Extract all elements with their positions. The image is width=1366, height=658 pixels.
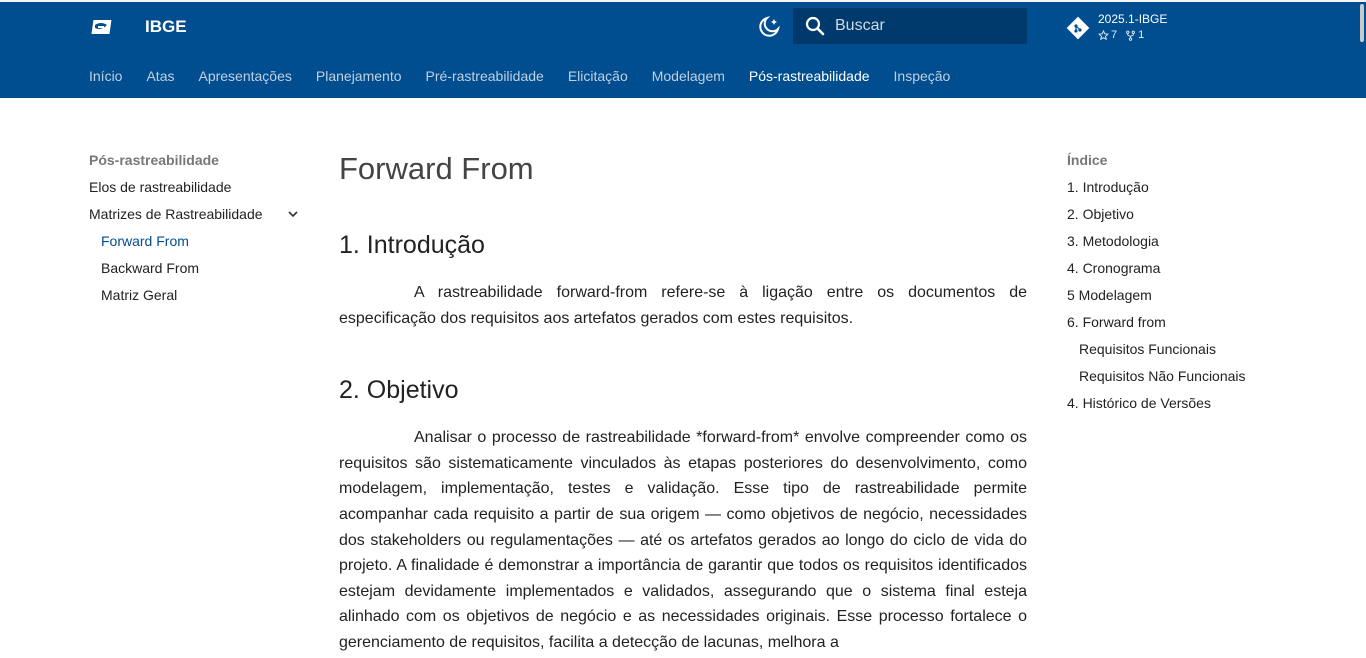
main-content: [339, 150, 1027, 656]
repo-name: 2025.1-IBGE: [1098, 12, 1168, 26]
repo-forks: [1125, 29, 1144, 41]
tab-atas[interactable]: Atas: [146, 68, 175, 84]
tab-elicitacao[interactable]: Elicitação: [567, 68, 628, 84]
top-header: [0, 0, 1366, 98]
repo-forks-count: 1: [1138, 29, 1145, 41]
fork-icon: [1125, 30, 1136, 41]
repo-facts: [1098, 29, 1144, 41]
ibge-logo-icon[interactable]: [89, 16, 113, 38]
nav-item-matrizes-label: Matrizes de Rastreabilidade: [89, 206, 263, 222]
tab-pos-rastreabilidade[interactable]: Pós-rastreabilidade: [748, 68, 870, 84]
toc-item-forward-from[interactable]: 6. Forward from: [1067, 314, 1166, 330]
toc-title: Índice: [1067, 152, 1108, 168]
table-of-contents: [1067, 150, 1307, 420]
chevron-down-icon[interactable]: [286, 207, 300, 221]
repo-stars-count: 7: [1111, 29, 1118, 41]
search-icon: [805, 16, 825, 36]
toc-item-modelagem[interactable]: 5 Modelagem: [1067, 287, 1152, 303]
search-box[interactable]: [793, 8, 1027, 44]
git-icon: [1066, 16, 1090, 40]
star-icon: [1098, 30, 1109, 41]
tab-apresentacoes[interactable]: Apresentações: [198, 68, 292, 84]
tab-inicio[interactable]: Início: [89, 68, 123, 84]
section-heading-objetivo: 2. Objetivo: [339, 376, 459, 405]
search-input[interactable]: [835, 8, 1021, 44]
site-title[interactable]: IBGE: [145, 17, 187, 36]
repo-stars: [1098, 29, 1117, 41]
theme-toggle-icon[interactable]: [756, 14, 782, 40]
toc-item-requisitos-nao-funcionais[interactable]: Requisitos Não Funcionais: [1079, 368, 1246, 384]
tab-modelagem[interactable]: Modelagem: [651, 68, 725, 84]
scrollbar[interactable]: [1360, 4, 1364, 42]
nav-item-matriz-geral[interactable]: Matriz Geral: [101, 287, 178, 303]
nav-section-title: Pós-rastreabilidade: [89, 152, 219, 168]
section-text-introducao: A rastreabilidade forward-from refere-se à ligação entre os documentos de especificação dos requisitos aos artefatos gerados com estes requisitos.: [339, 284, 1027, 327]
toc-item-metodologia[interactable]: 3. Metodologia: [1067, 233, 1159, 249]
left-navigation: [89, 150, 304, 312]
nav-item-matrizes[interactable]: [89, 204, 304, 231]
tab-planejamento[interactable]: Planejamento: [315, 68, 402, 84]
nav-item-backward-from[interactable]: Backward From: [101, 260, 200, 276]
nav-item-elos[interactable]: Elos de rastreabilidade: [89, 179, 232, 195]
toc-item-cronograma[interactable]: 4. Cronograma: [1067, 260, 1161, 276]
toc-item-historico[interactable]: 4. Histórico de Versões: [1067, 395, 1211, 411]
section-text-objetivo: Analisar o processo de rastreabilidade *forward-from* envolve compreender como os requisitos são sistematicamente vinculados às etapas posteriores do desenvolvimento, como modelagem, implementação, testes e validação. Esse tipo de rastreabilidade permite acompanhar cada requisito a partir de sua origem — como objetivos de negócio, necessidades dos stakeholders ou regulamentações — até os artefatos gerados ao longo do ciclo de vida do projeto. A finalidade é demonstrar a importância de garantir que todos os requisitos identificados estejam devidamente implementados e validados, assegurando que o sistema final esteja alinhado com os objetivos de negócio e as necessidades originais. Esse processo fortalece o gerenciamento de requisitos, facilita a detecção de lacunas, melhora a: [339, 429, 1027, 651]
section-heading-introducao: 1. Introdução: [339, 231, 485, 259]
tab-inspecao[interactable]: Inspeção: [893, 68, 951, 84]
toc-item-introducao[interactable]: 1. Introdução: [1067, 179, 1149, 195]
toc-item-objetivo[interactable]: 2. Objetivo: [1067, 206, 1134, 222]
page-title: Forward From: [339, 151, 534, 186]
toc-item-requisitos-funcionais[interactable]: Requisitos Funcionais: [1079, 341, 1216, 357]
tab-pre-rastreabilidade[interactable]: Pré-rastreabilidade: [425, 68, 544, 84]
nav-item-forward-from[interactable]: Forward From: [101, 233, 189, 249]
top-tabs: [89, 68, 950, 84]
